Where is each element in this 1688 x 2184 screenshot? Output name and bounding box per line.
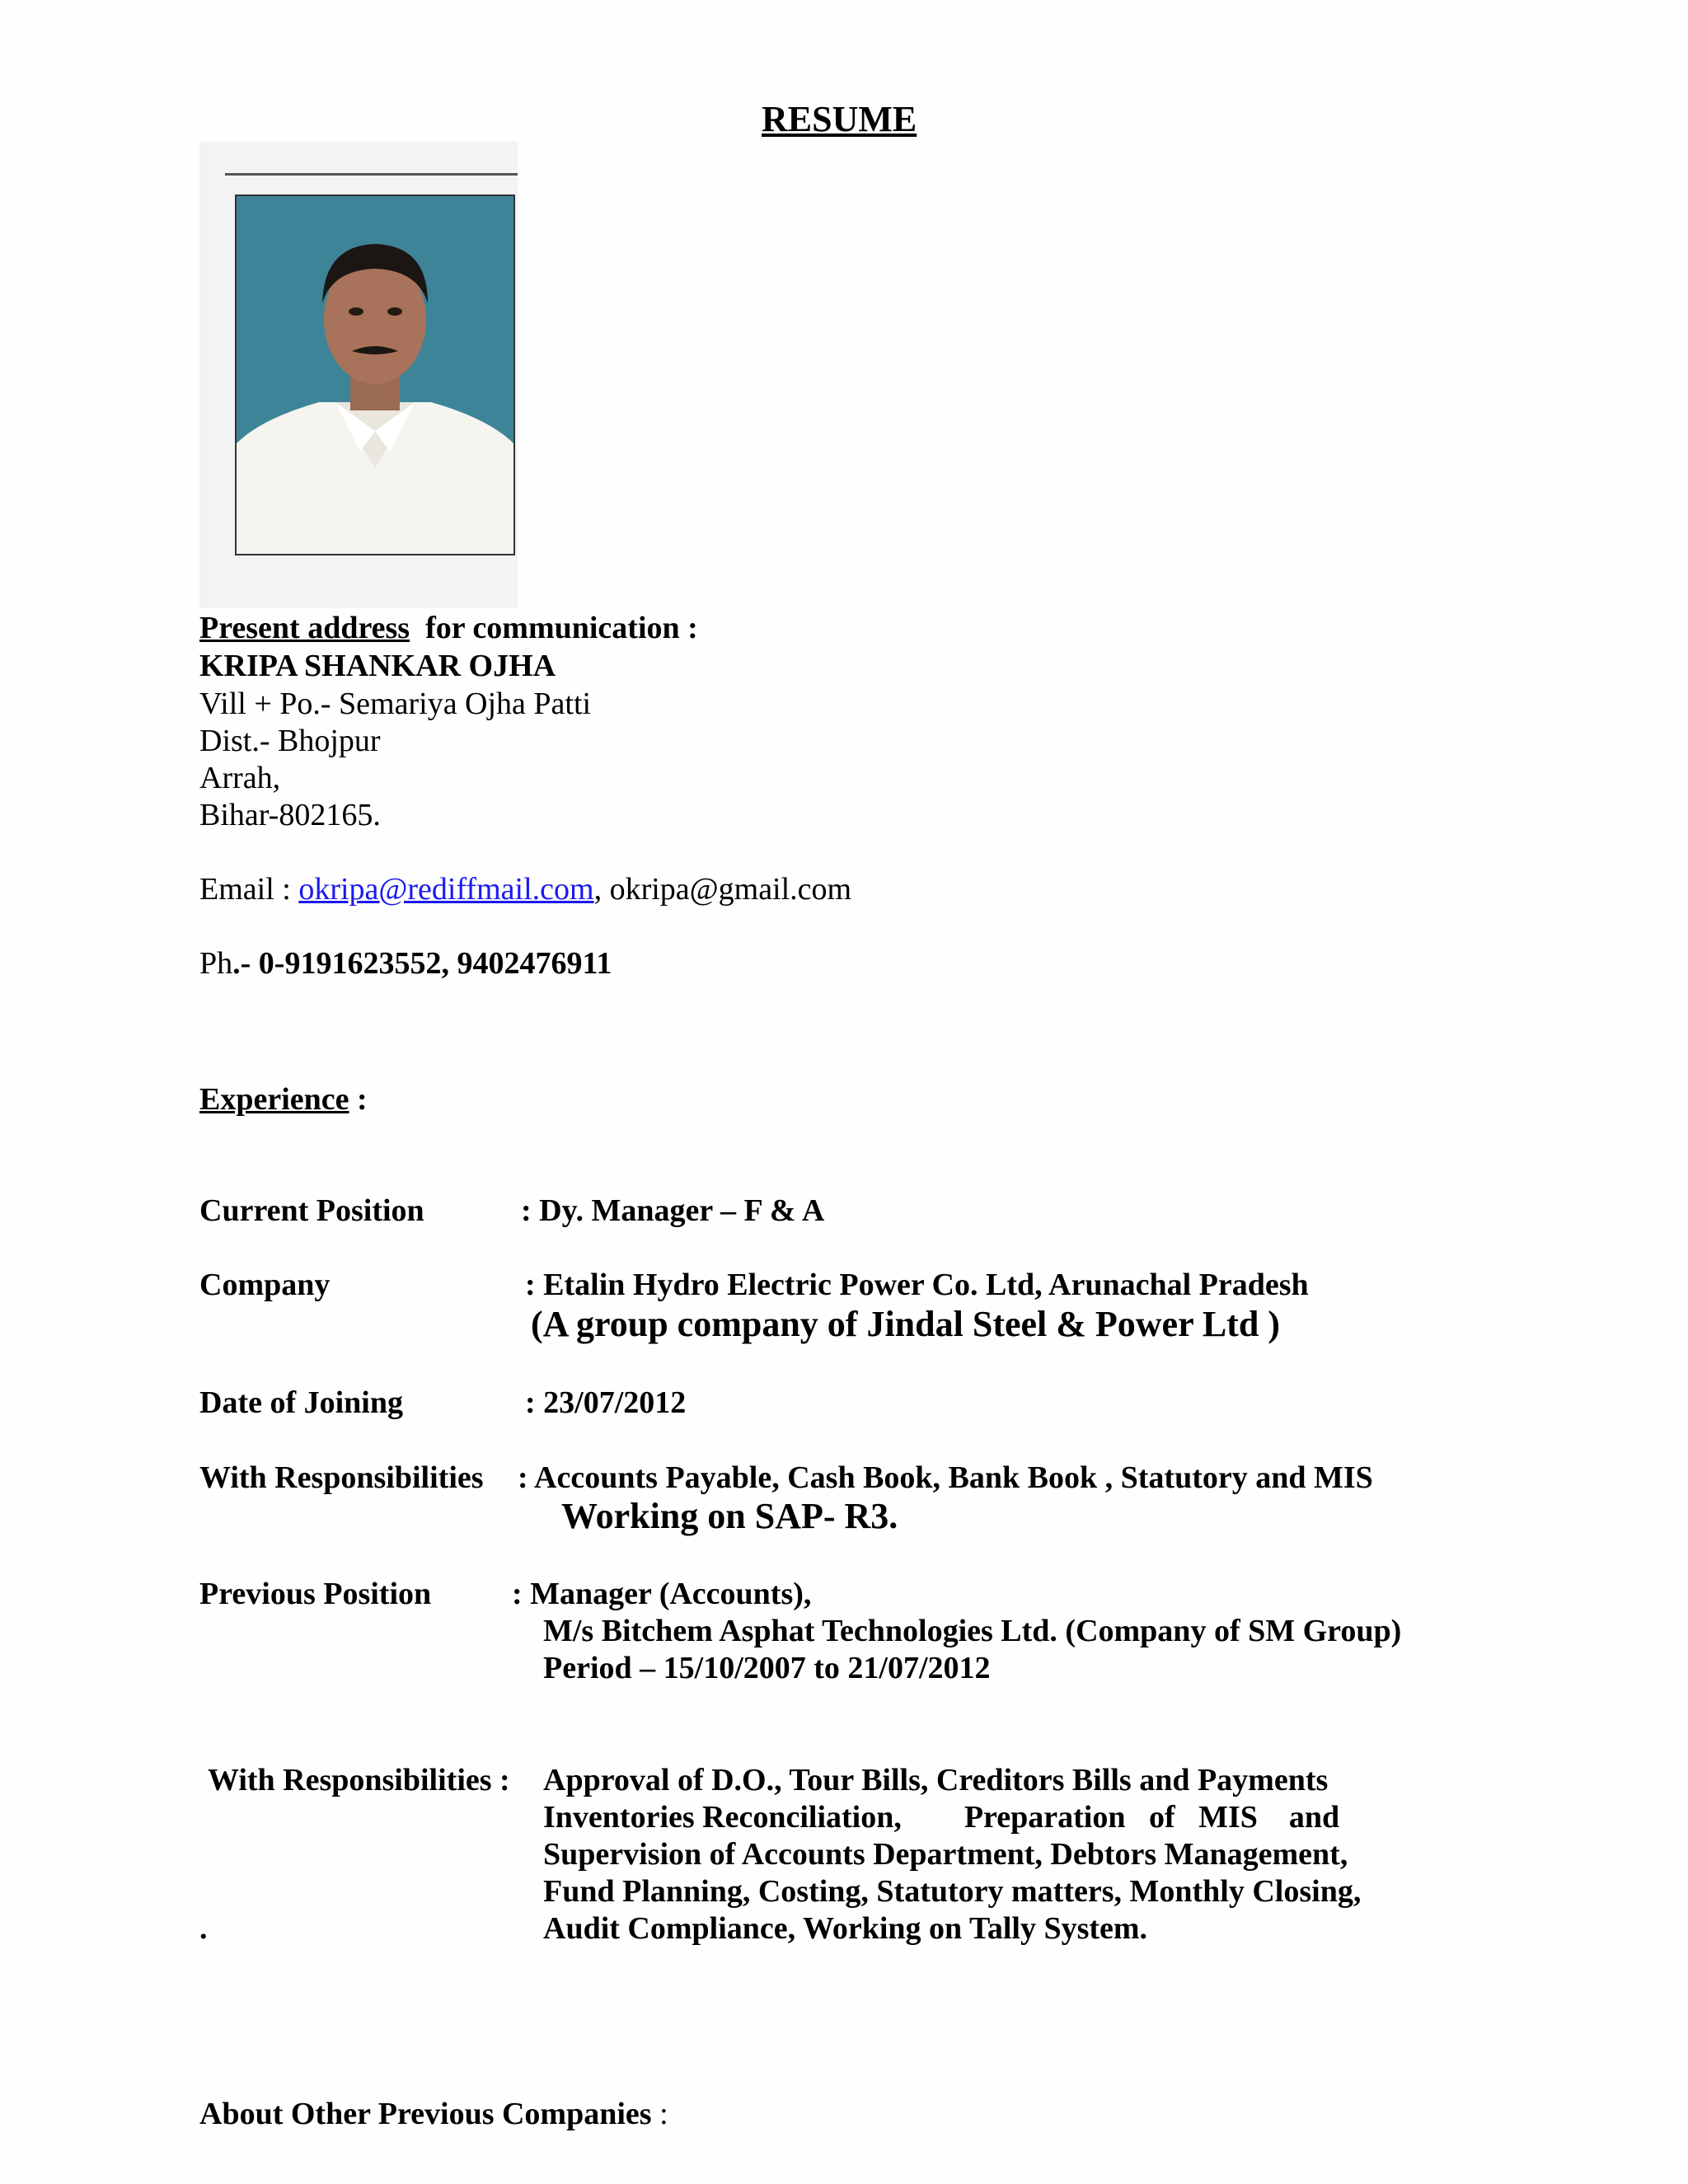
address-heading-underlined: Present address	[199, 611, 410, 645]
previous-responsibility-line: Approval of D.O., Tour Bills, Creditors Bills and Payments	[543, 1763, 1329, 1797]
email-secondary: okripa@gmail.com	[609, 872, 852, 907]
company-value: : Etalin Hydro Electric Power Co. Ltd, Arunachal Pradesh	[525, 1268, 1309, 1302]
previous-position-label: Previous Position	[199, 1577, 432, 1611]
profile-photo	[235, 194, 515, 555]
joining-date-value: : 23/07/2012	[525, 1385, 687, 1420]
responsibilities-label: With Responsibilities	[199, 1460, 484, 1495]
person-portrait-icon	[237, 196, 513, 554]
current-position-label: Current Position	[199, 1193, 424, 1228]
previous-position-value: : Manager (Accounts),	[512, 1577, 812, 1611]
current-position-value: : Dy. Manager – F & A	[521, 1193, 825, 1228]
responsibilities-value: : Accounts Payable, Cash Book, Bank Book , Statutory and MIS	[518, 1460, 1373, 1495]
previous-responsibility-line: Supervision of Accounts Department, Debtors Management,	[543, 1837, 1348, 1872]
other-companies-heading-text: About Other Previous Companies	[199, 2097, 652, 2131]
other-companies-heading	[199, 2096, 668, 2133]
address-heading-rest: for communication :	[425, 611, 698, 645]
company-group-note: (A group company of Jindal Steel & Power Ltd )	[531, 1304, 1280, 1344]
phone-label: Ph	[199, 946, 233, 981]
other-companies-heading-suffix: :	[659, 2097, 668, 2131]
address-heading	[199, 610, 698, 647]
experience-heading-text: Experience	[199, 1082, 349, 1117]
phone-value: .- 0-9191623552, 9402476911	[232, 946, 612, 981]
photo-top-rule	[225, 173, 518, 176]
email-line	[199, 871, 851, 908]
previous-responsibilities-label: With Responsibilities :	[208, 1763, 510, 1797]
email-primary-link[interactable]: okripa@rediffmail.com	[298, 872, 594, 907]
responsibilities-note: Working on SAP- R3.	[561, 1496, 898, 1536]
email-label: Email :	[199, 872, 291, 907]
address-line: Dist.- Bhojpur	[199, 724, 381, 758]
previous-responsibility-line: Fund Planning, Costing, Statutory matters, Monthly Closing,	[543, 1874, 1362, 1909]
stray-bullet: .	[199, 1911, 208, 1946]
previous-responsibility-line: Audit Compliance, Working on Tally System.	[543, 1911, 1148, 1946]
previous-company: M/s Bitchem Asphat Technologies Ltd. (Company of SM Group)	[543, 1614, 1402, 1648]
address-line: Bihar-802165.	[199, 798, 381, 832]
address-line: Arrah,	[199, 761, 281, 795]
phone-line	[199, 945, 612, 982]
page-title: RESUME	[762, 99, 917, 139]
address-line: Vill + Po.- Semariya Ojha Patti	[199, 687, 592, 721]
email-separator: ,	[593, 872, 603, 907]
joining-date-label: Date of Joining	[199, 1385, 403, 1420]
experience-heading	[199, 1081, 368, 1118]
applicant-name: KRIPA SHANKAR OJHA	[199, 649, 556, 683]
previous-period: Period – 15/10/2007 to 21/07/2012	[543, 1651, 991, 1685]
company-label: Company	[199, 1268, 331, 1302]
experience-heading-suffix: :	[357, 1082, 368, 1117]
previous-responsibility-line: Inventories Reconciliation, Preparation of MIS and	[543, 1800, 1340, 1835]
